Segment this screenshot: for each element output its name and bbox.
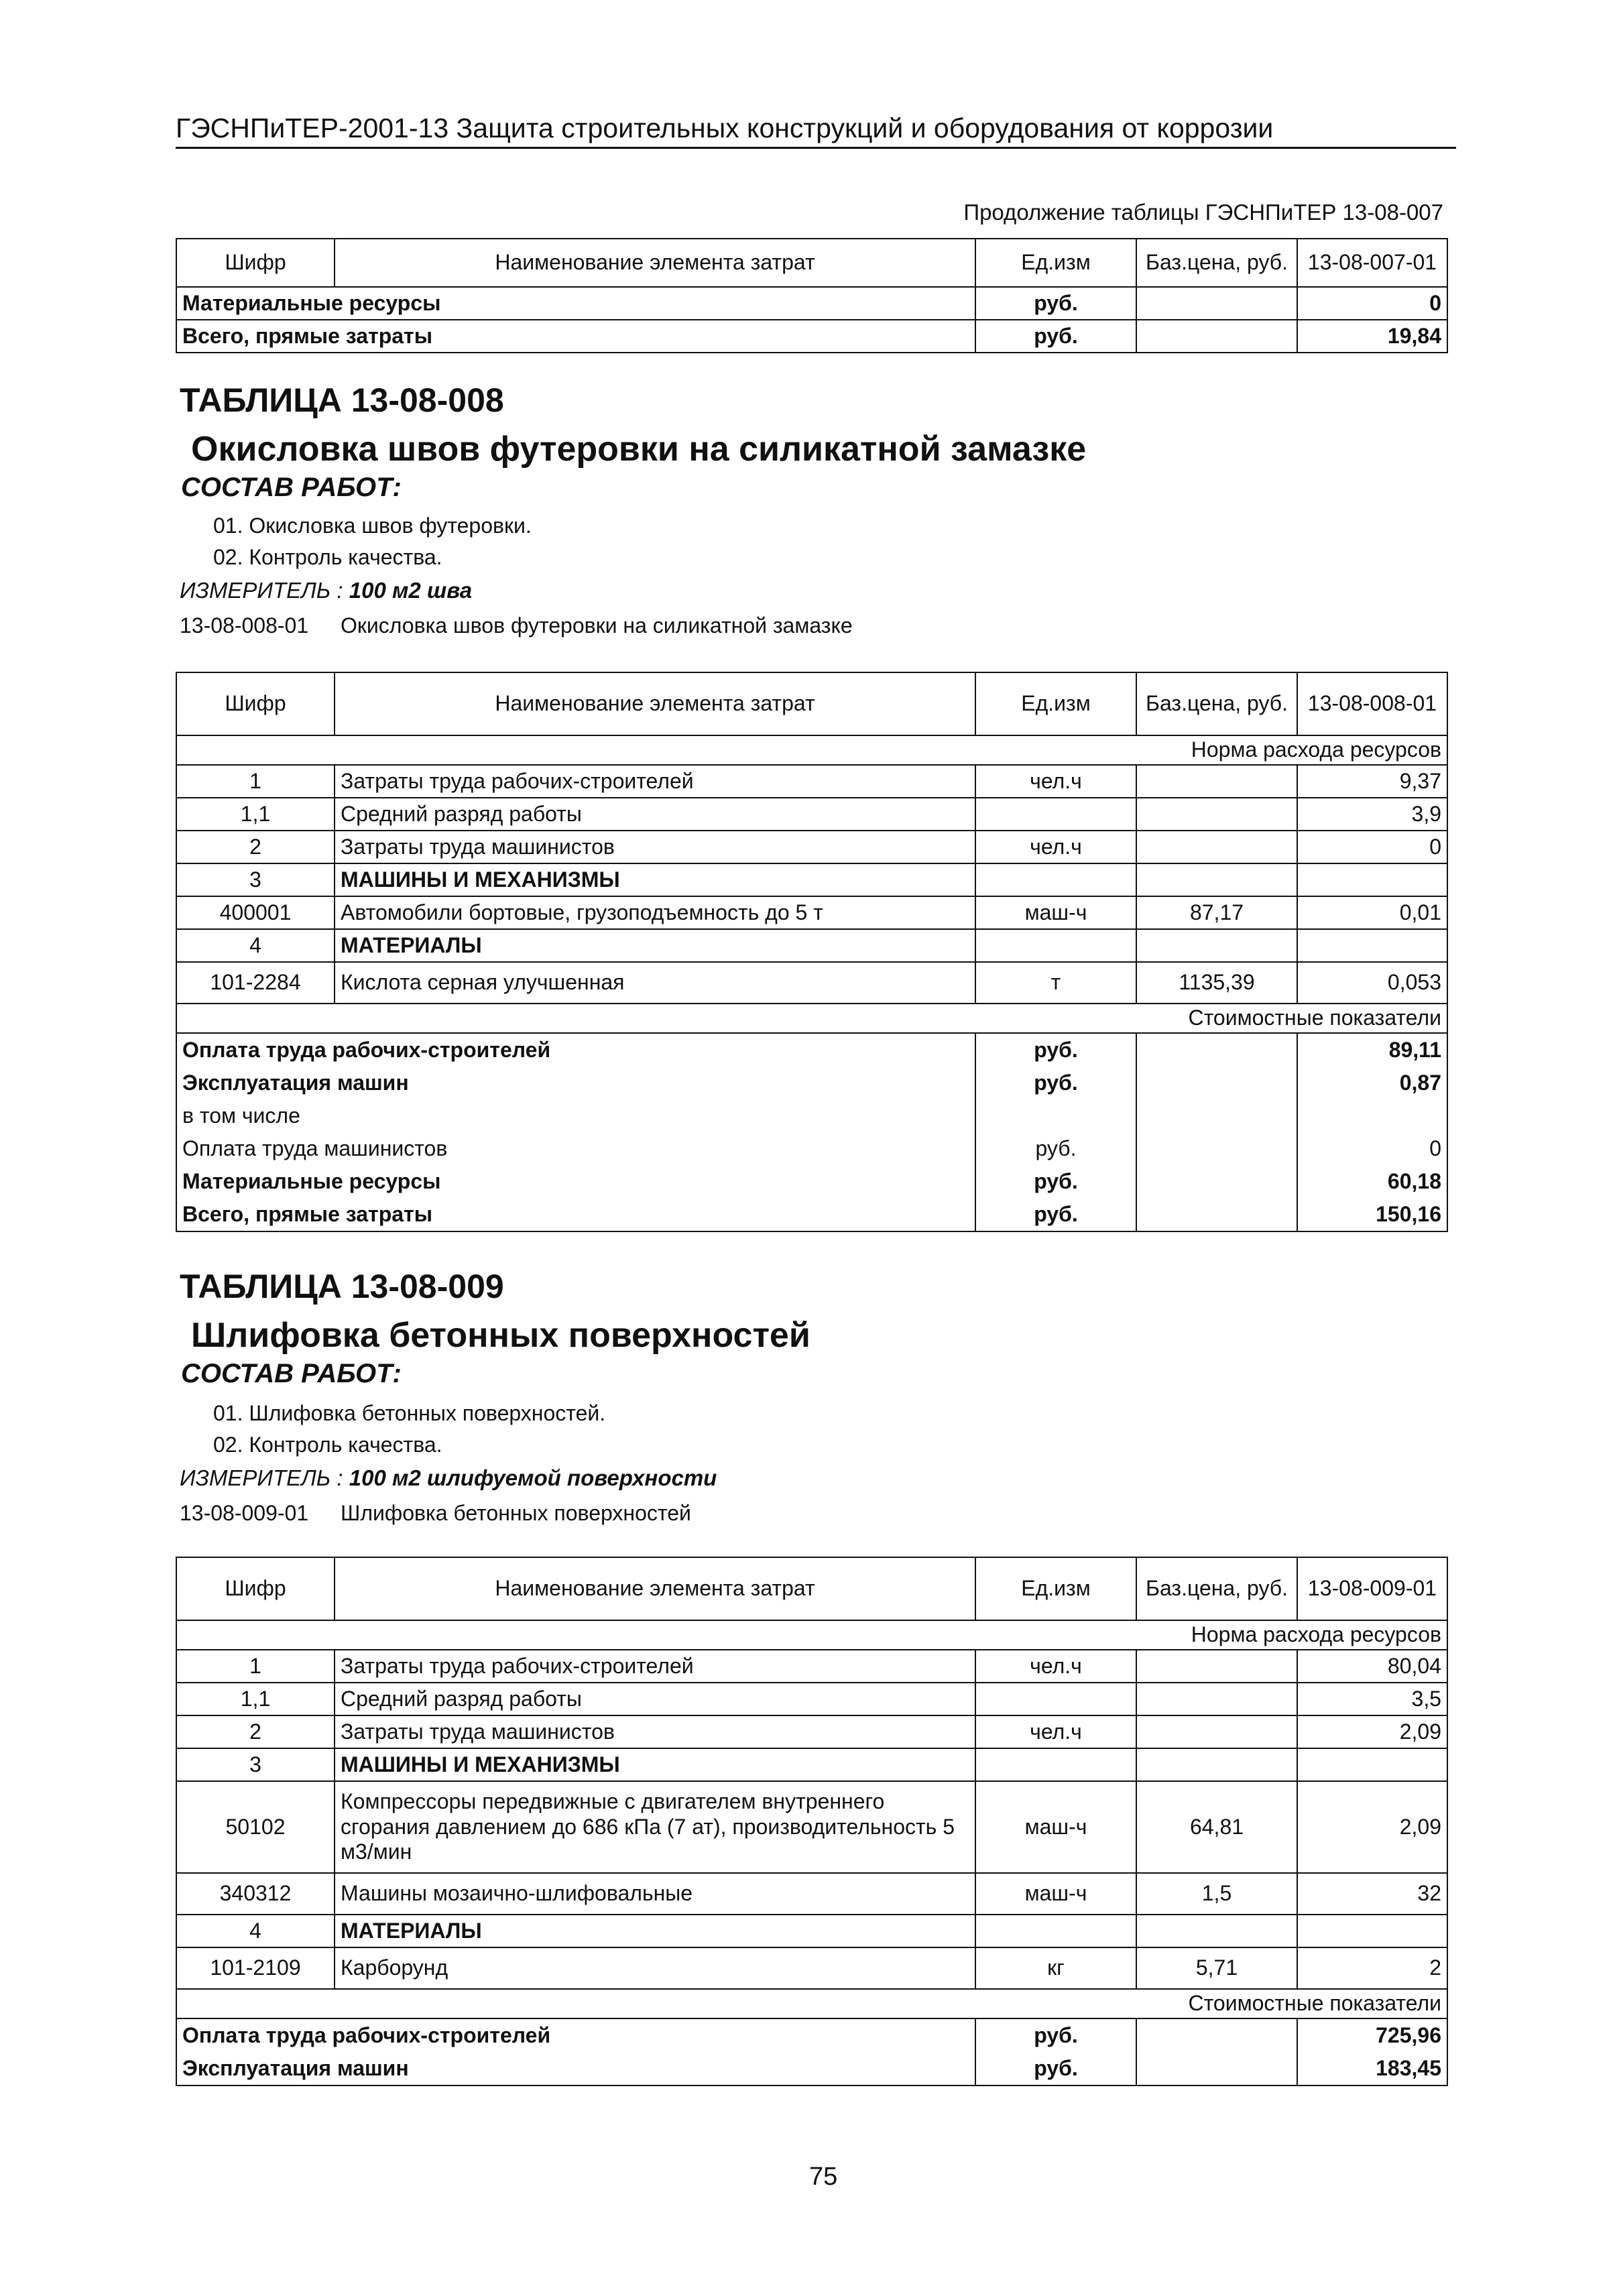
row-code: 2: [176, 1715, 335, 1748]
row-unit: [975, 1748, 1136, 1781]
table-row: [176, 1947, 1447, 1989]
cost-value: 89,11: [1297, 1033, 1447, 1067]
cost-name: Всего, прямые затраты: [176, 320, 975, 353]
row-code: 3: [176, 1748, 335, 1781]
col-header-name: Наименование элемента затрат: [335, 672, 975, 735]
cost-row: [176, 2018, 1447, 2052]
row-code: 400001: [176, 896, 335, 929]
table-row: [176, 1748, 1447, 1781]
row-value: 2,09: [1297, 1715, 1447, 1748]
table-name: Окисловка швов футеровки на силикатной замазке: [191, 430, 1087, 469]
row-name: МАШИНЫ И МЕХАНИЗМЫ: [335, 1748, 975, 1781]
row-value: 0: [1297, 831, 1447, 863]
row-code: 1: [176, 765, 335, 798]
table-13-08-007-continuation: [176, 238, 1448, 353]
col-header-code-value: 13-08-009-01: [1297, 1557, 1447, 1620]
col-header-price: Баз.цена, руб.: [1136, 672, 1297, 735]
work-step: 01. Шлифовка бетонных поверхностей.: [213, 1401, 606, 1425]
row-price: [1136, 1915, 1297, 1947]
row-unit: маш-ч: [975, 1873, 1136, 1915]
work-composition-heading: СОСТАВ РАБОТ:: [181, 1359, 402, 1388]
row-code: 4: [176, 929, 335, 962]
row-unit: маш-ч: [975, 896, 1136, 929]
row-code: 101-2284: [176, 962, 335, 1004]
row-price: 87,17: [1136, 896, 1297, 929]
row-price: 1135,39: [1136, 962, 1297, 1004]
measure-line: [180, 578, 472, 603]
row-value: 3,9: [1297, 798, 1447, 831]
col-header-unit: Ед.изм: [975, 239, 1136, 287]
cost-row: [176, 2052, 1447, 2086]
row-unit: [975, 1683, 1136, 1715]
table-row: [176, 863, 1447, 896]
table-row: [176, 287, 1447, 320]
row-unit: кг: [975, 1947, 1136, 1989]
table-13-08-009: [176, 1557, 1448, 2086]
cost-row: [176, 1033, 1447, 1067]
cost-label: Стоимостные показатели: [176, 1004, 1447, 1033]
row-code: 1,1: [176, 798, 335, 831]
cost-row: [176, 1099, 1447, 1132]
page-number: 75: [809, 2163, 838, 2191]
cost-label: Стоимостные показатели: [176, 1989, 1447, 2018]
table-name: Шлифовка бетонных поверхностей: [191, 1316, 810, 1355]
cost-value: 0: [1297, 287, 1447, 320]
row-value: 9,37: [1297, 765, 1447, 798]
code-line: [180, 1501, 691, 1526]
cost-name: Материальные ресурсы: [176, 287, 975, 320]
row-price: [1136, 831, 1297, 863]
cost-value: 725,96: [1297, 2018, 1447, 2052]
cost-price: [1136, 287, 1297, 320]
norm-label: Норма расхода ресурсов: [176, 1620, 1447, 1650]
cost-price: [1136, 1165, 1297, 1198]
cost-unit: руб.: [975, 287, 1136, 320]
cost-name: Оплата труда рабочих-строителей: [176, 1033, 975, 1067]
work-step: 01. Окисловка швов футеровки.: [213, 513, 532, 538]
table-row: [176, 1715, 1447, 1748]
row-name: Затраты труда рабочих-строителей: [335, 1650, 975, 1683]
row-name: Затраты труда машинистов: [335, 1715, 975, 1748]
code: 13-08-008-01: [180, 613, 309, 638]
row-unit: [975, 1915, 1136, 1947]
cost-price: [1136, 1033, 1297, 1067]
col-header-name: Наименование элемента затрат: [335, 1557, 975, 1620]
row-unit: т: [975, 962, 1136, 1004]
norm-label: Норма расхода ресурсов: [176, 735, 1447, 765]
row-name: Машины мозаично-шлифовальные: [335, 1873, 975, 1915]
cost-price: [1136, 1067, 1297, 1099]
col-header-unit: Ед.изм: [975, 672, 1136, 735]
measure-label: ИЗМЕРИТЕЛЬ :: [180, 1465, 343, 1490]
row-name: Автомобили бортовые, грузоподъемность до 5 т: [335, 896, 975, 929]
row-value: [1297, 1915, 1447, 1947]
row-price: [1136, 1748, 1297, 1781]
row-value: 32: [1297, 1873, 1447, 1915]
row-value: 2,09: [1297, 1781, 1447, 1873]
table-row: [176, 831, 1447, 863]
code-line: [180, 613, 853, 638]
cost-name: Оплата труда рабочих-строителей: [176, 2018, 975, 2052]
col-header-code: Шифр: [176, 239, 335, 287]
cost-price: [1136, 1132, 1297, 1165]
section-row: [176, 1989, 1447, 2018]
row-unit: [975, 798, 1136, 831]
measure-value: 100 м2 шва: [349, 578, 473, 603]
measure-line: [180, 1465, 717, 1491]
row-value: 3,5: [1297, 1683, 1447, 1715]
row-code: 2: [176, 831, 335, 863]
section-row: [176, 735, 1447, 765]
table-row: [176, 896, 1447, 929]
table-row: [176, 798, 1447, 831]
cost-value: 150,16: [1297, 1198, 1447, 1231]
table-row: [176, 1915, 1447, 1947]
col-header-price: Баз.цена, руб.: [1136, 1557, 1297, 1620]
row-name: Компрессоры передвижные с двигателем внутреннего сгорания давлением до 686 кПа (7 ат), производительность 5 м3/мин: [335, 1781, 975, 1873]
cost-value: [1297, 1099, 1447, 1132]
col-header-code: Шифр: [176, 672, 335, 735]
row-price: [1136, 1650, 1297, 1683]
row-name: МАШИНЫ И МЕХАНИЗМЫ: [335, 863, 975, 896]
cost-unit: руб.: [975, 1067, 1136, 1099]
row-unit: чел.ч: [975, 1650, 1136, 1683]
row-price: 64,81: [1136, 1781, 1297, 1873]
cost-unit: руб.: [975, 320, 1136, 353]
cost-row: [176, 1165, 1447, 1198]
row-code: 50102: [176, 1781, 335, 1873]
row-value: [1297, 929, 1447, 962]
cost-name: в том числе: [176, 1099, 975, 1132]
col-header-price: Баз.цена, руб.: [1136, 239, 1297, 287]
row-name: МАТЕРИАЛЫ: [335, 1915, 975, 1947]
cost-price: [1136, 1099, 1297, 1132]
row-name: Затраты труда рабочих-строителей: [335, 765, 975, 798]
row-unit: [975, 929, 1136, 962]
row-code: 340312: [176, 1873, 335, 1915]
code: 13-08-009-01: [180, 1501, 309, 1525]
table-row: [176, 1873, 1447, 1915]
measure-value: 100 м2 шлифуемой поверхности: [349, 1465, 717, 1490]
row-name: Средний разряд работы: [335, 1683, 975, 1715]
code-description: Окисловка швов футеровки на силикатной замазке: [341, 613, 853, 638]
row-value: [1297, 863, 1447, 896]
cost-value: 0,87: [1297, 1067, 1447, 1099]
col-header-name: Наименование элемента затрат: [335, 239, 975, 287]
row-price: [1136, 798, 1297, 831]
row-price: [1136, 765, 1297, 798]
table-13-08-008: [176, 672, 1448, 1232]
cost-unit: руб.: [975, 1132, 1136, 1165]
row-price: [1136, 929, 1297, 962]
row-unit: чел.ч: [975, 831, 1136, 863]
row-code: 101-2109: [176, 1947, 335, 1989]
cost-unit: руб.: [975, 1033, 1136, 1067]
row-unit: чел.ч: [975, 1715, 1136, 1748]
cost-price: [1136, 1198, 1297, 1231]
cost-value: 183,45: [1297, 2052, 1447, 2086]
cost-unit: руб.: [975, 2018, 1136, 2052]
row-value: 80,04: [1297, 1650, 1447, 1683]
continuation-note: Продолжение таблицы ГЭСНПиТЕР 13-08-007: [963, 200, 1443, 225]
row-value: 0,01: [1297, 896, 1447, 929]
col-header-code-value: 13-08-007-01: [1297, 239, 1447, 287]
cost-unit: руб.: [975, 1198, 1136, 1231]
row-code: 1,1: [176, 1683, 335, 1715]
row-price: [1136, 1715, 1297, 1748]
cost-unit: руб.: [975, 1165, 1136, 1198]
row-unit: маш-ч: [975, 1781, 1136, 1873]
row-price: [1136, 863, 1297, 896]
table-row: [176, 929, 1447, 962]
table-row: [176, 320, 1447, 353]
row-value: 0,053: [1297, 962, 1447, 1004]
section-row: [176, 1004, 1447, 1033]
cost-price: [1136, 2018, 1297, 2052]
measure-label: ИЗМЕРИТЕЛЬ :: [180, 578, 343, 603]
col-header-code: Шифр: [176, 1557, 335, 1620]
page-header: ГЭСНПиТЕР-2001-13 Защита строительных конструкций и оборудования от коррозии: [176, 113, 1456, 149]
code-description: Шлифовка бетонных поверхностей: [341, 1501, 691, 1525]
work-step: 02. Контроль качества.: [213, 1433, 442, 1457]
cost-name: Эксплуатация машин: [176, 2052, 975, 2086]
row-value: 2: [1297, 1947, 1447, 1989]
row-price: 1,5: [1136, 1873, 1297, 1915]
row-unit: чел.ч: [975, 765, 1136, 798]
cost-unit: [975, 1099, 1136, 1132]
row-code: 3: [176, 863, 335, 896]
work-composition-heading: СОСТАВ РАБОТ:: [181, 473, 402, 502]
row-name: Карборунд: [335, 1947, 975, 1989]
cost-value: 19,84: [1297, 320, 1447, 353]
row-price: 5,71: [1136, 1947, 1297, 1989]
table-title: ТАБЛИЦА 13-08-009: [180, 1268, 504, 1305]
table-row: [176, 1683, 1447, 1715]
row-value: [1297, 1748, 1447, 1781]
table-row: [176, 962, 1447, 1004]
row-name: Затраты труда машинистов: [335, 831, 975, 863]
cost-row: [176, 1198, 1447, 1231]
cost-price: [1136, 320, 1297, 353]
cost-name: Всего, прямые затраты: [176, 1198, 975, 1231]
cost-row: [176, 1067, 1447, 1099]
cost-name: Материальные ресурсы: [176, 1165, 975, 1198]
cost-unit: руб.: [975, 2052, 1136, 2086]
cost-name: Эксплуатация машин: [176, 1067, 975, 1099]
cost-value: 60,18: [1297, 1165, 1447, 1198]
table-row: [176, 765, 1447, 798]
row-price: [1136, 1683, 1297, 1715]
row-unit: [975, 863, 1136, 896]
row-name: МАТЕРИАЛЫ: [335, 929, 975, 962]
section-row: [176, 1620, 1447, 1650]
cost-name: Оплата труда машинистов: [176, 1132, 975, 1165]
col-header-unit: Ед.изм: [975, 1557, 1136, 1620]
row-code: 1: [176, 1650, 335, 1683]
work-step: 02. Контроль качества.: [213, 545, 442, 569]
cost-value: 0: [1297, 1132, 1447, 1165]
col-header-code-value: 13-08-008-01: [1297, 672, 1447, 735]
table-row: [176, 1650, 1447, 1683]
table-title: ТАБЛИЦА 13-08-008: [180, 381, 504, 419]
cost-row: [176, 1132, 1447, 1165]
row-name: Кислота серная улучшенная: [335, 962, 975, 1004]
row-name: Средний разряд работы: [335, 798, 975, 831]
row-code: 4: [176, 1915, 335, 1947]
table-row: [176, 1781, 1447, 1873]
cost-price: [1136, 2052, 1297, 2086]
